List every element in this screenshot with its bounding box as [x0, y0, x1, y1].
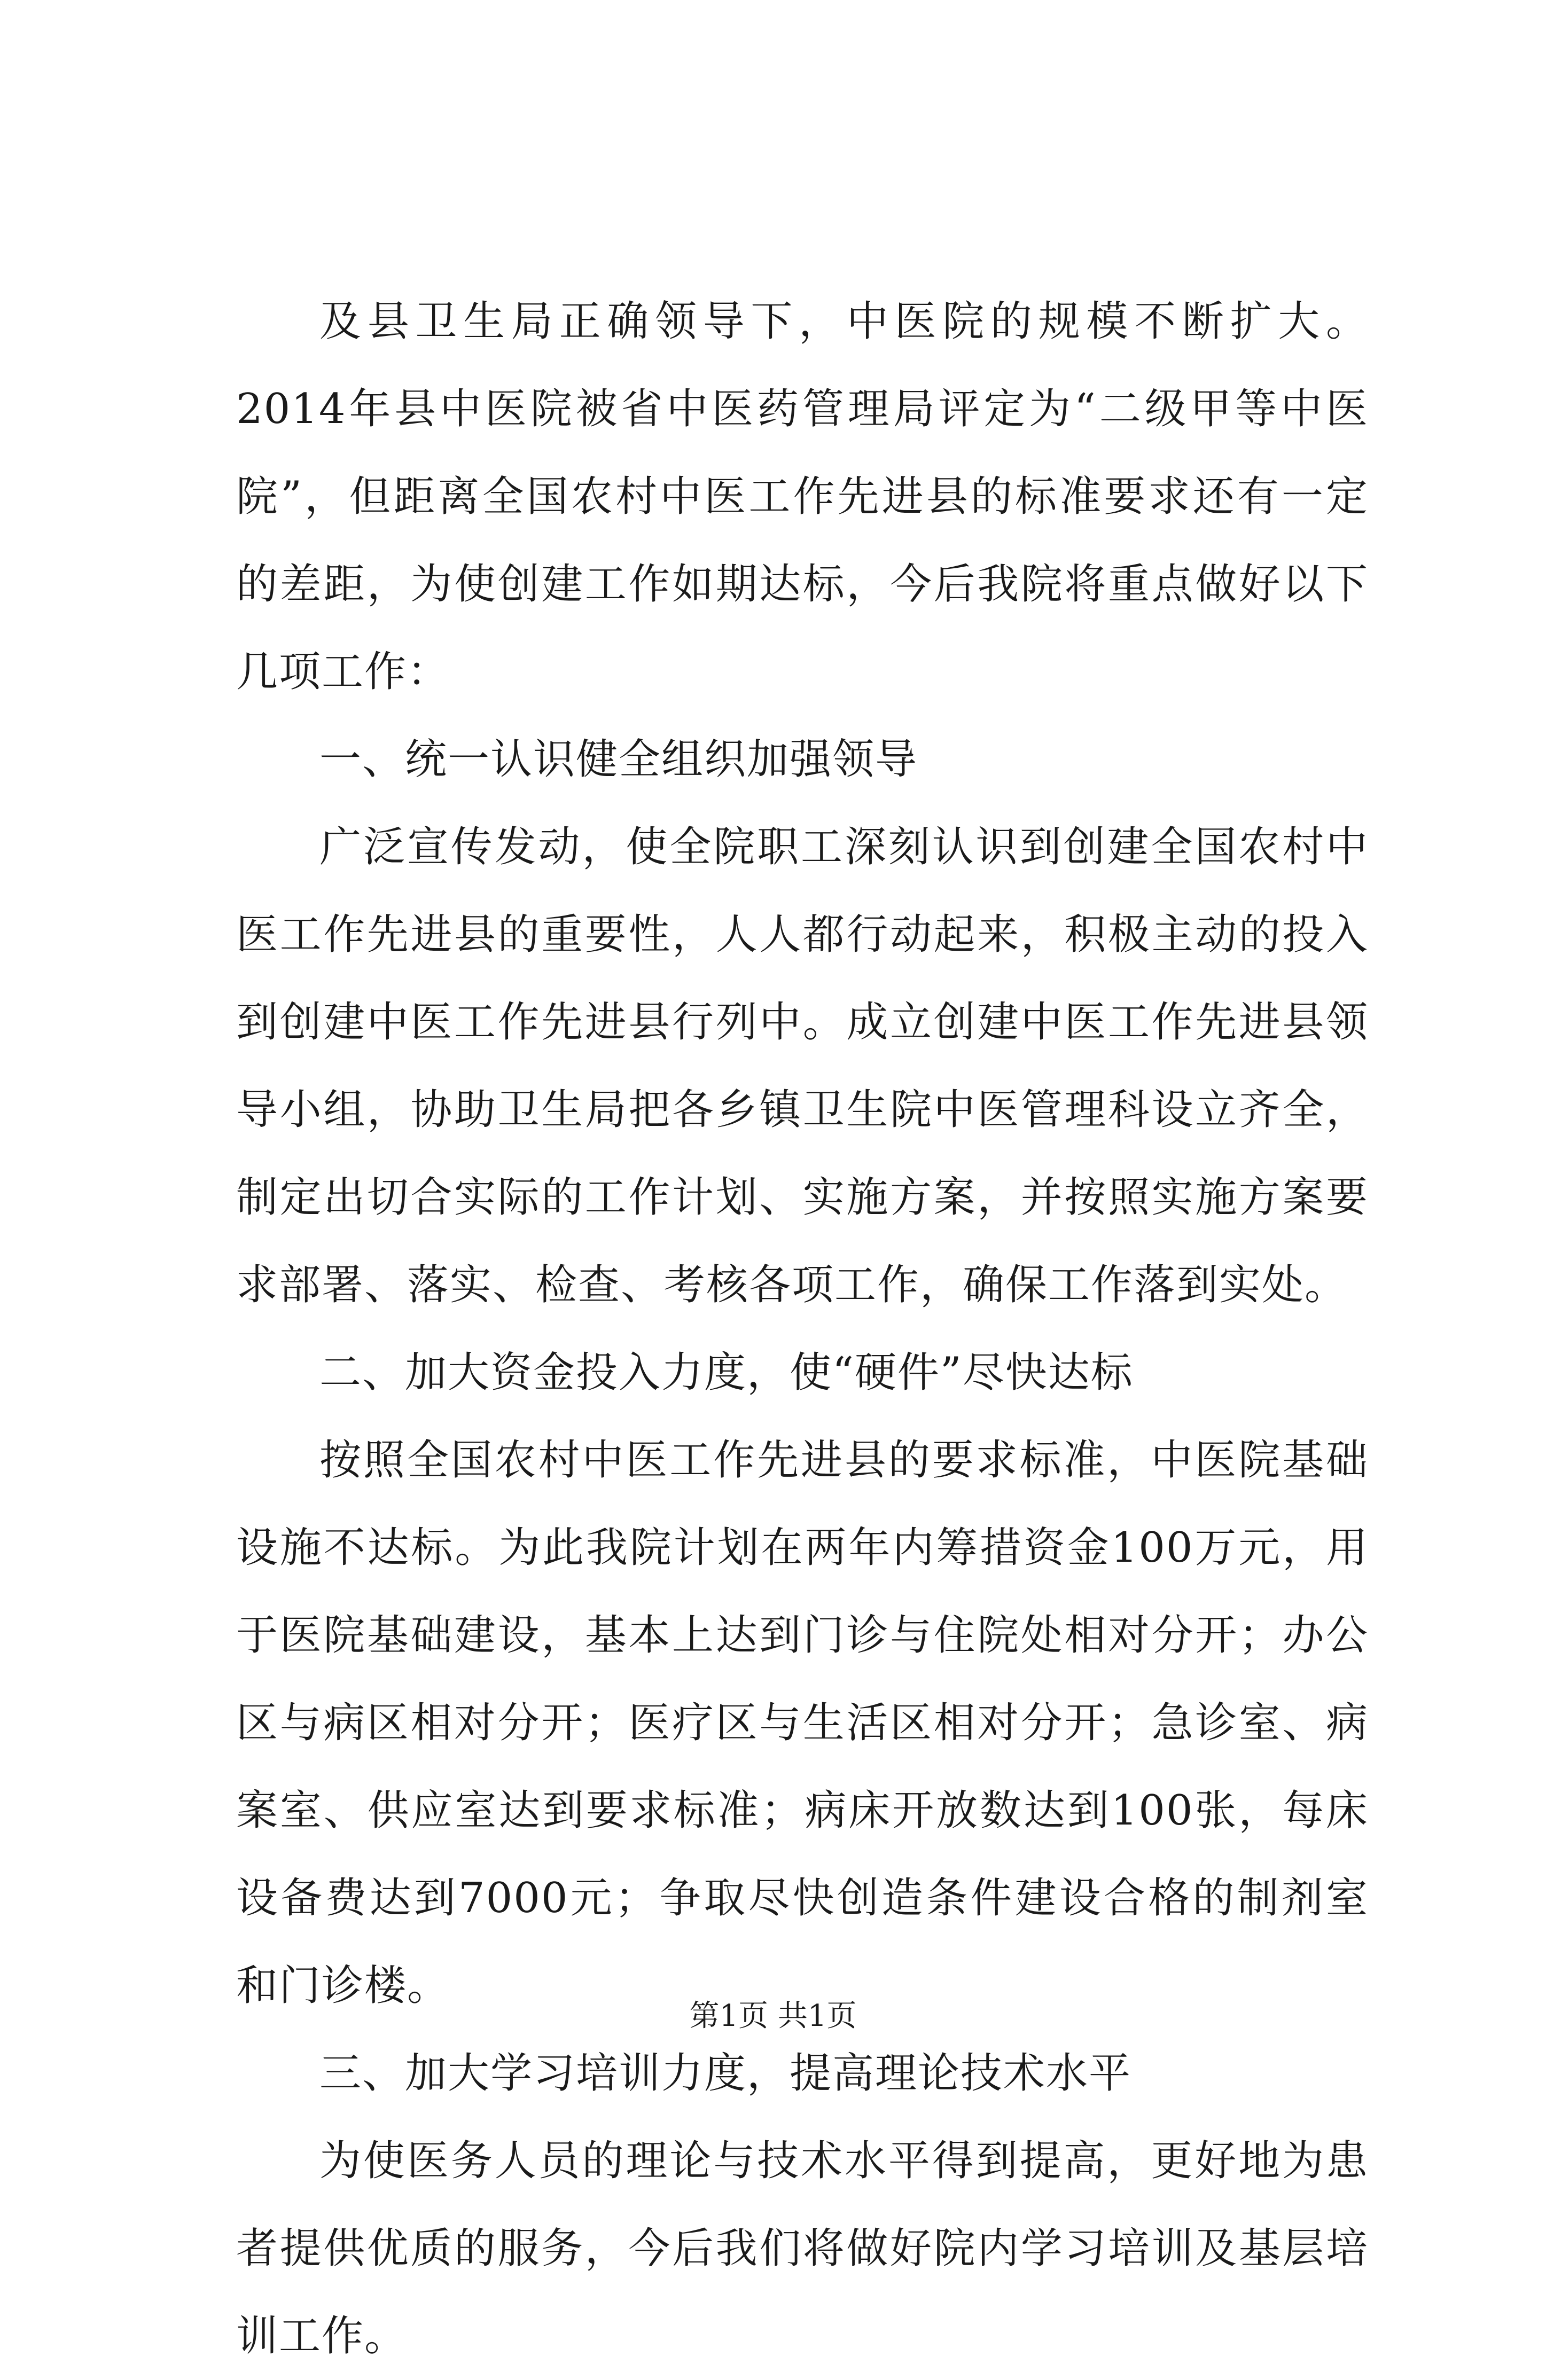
section-heading-2: 二、加大资金投入力度，使“硬件”尽快达标	[319, 1349, 1134, 1397]
paragraph-section-1: 广泛宣传发动，使全院职工深刻认识到创建全国农村中医工作先进县的重要性，人人都行动起来，积极主动的投入到创建中医工作先进县行列中。成立创建中医工作先进县领导小组，协助卫生局把各乡镇卫生院中医管理科设立齐全，制定出切合实际的工作计划、实施方案，并按照实施方案要求部署、落实、检查、考核各项工作，确保工作落到实处。	[236, 823, 1369, 1309]
document-body	[236, 278, 1369, 2380]
paragraph-intro: 及县卫生局正确领导下，中医院的规模不断扩大。2014年县中医院被省中医药管理局评定为“二级甲等中医院”，但距离全国农村中医工作先进县的标准要求还有一定的差距，为使创建工作如期达标，今后我院将重点做好以下几项工作：	[236, 298, 1369, 696]
section-heading-1: 一、统一认识健全组织加强领导	[319, 735, 918, 784]
paragraph-section-2: 按照全国农村中医工作先进县的要求标准，中医院基础设施不达标。为此我院计划在两年内筹措资金100万元，用于医院基础建设，基本上达到门诊与住院处相对分开；办公区与病区相对分开；医疗区与生活区相对分开；急诊室、病案室、供应室达到要求标准；病床开放数达到100张，每床设备费达到7000元；争取尽快创造条件建设合格的制剂室和门诊楼。	[236, 1436, 1369, 2010]
section-heading-3: 三、加大学习培训力度，提高理论技术水平	[319, 2049, 1132, 2097]
paragraph-section-3: 为使医务人员的理论与技术水平得到提高，更好地为患者提供优质的服务，今后我们将做好院内学习培训及基层培训工作。	[236, 2137, 1369, 2360]
page-footer: 第1页 共1页	[689, 1999, 857, 2033]
